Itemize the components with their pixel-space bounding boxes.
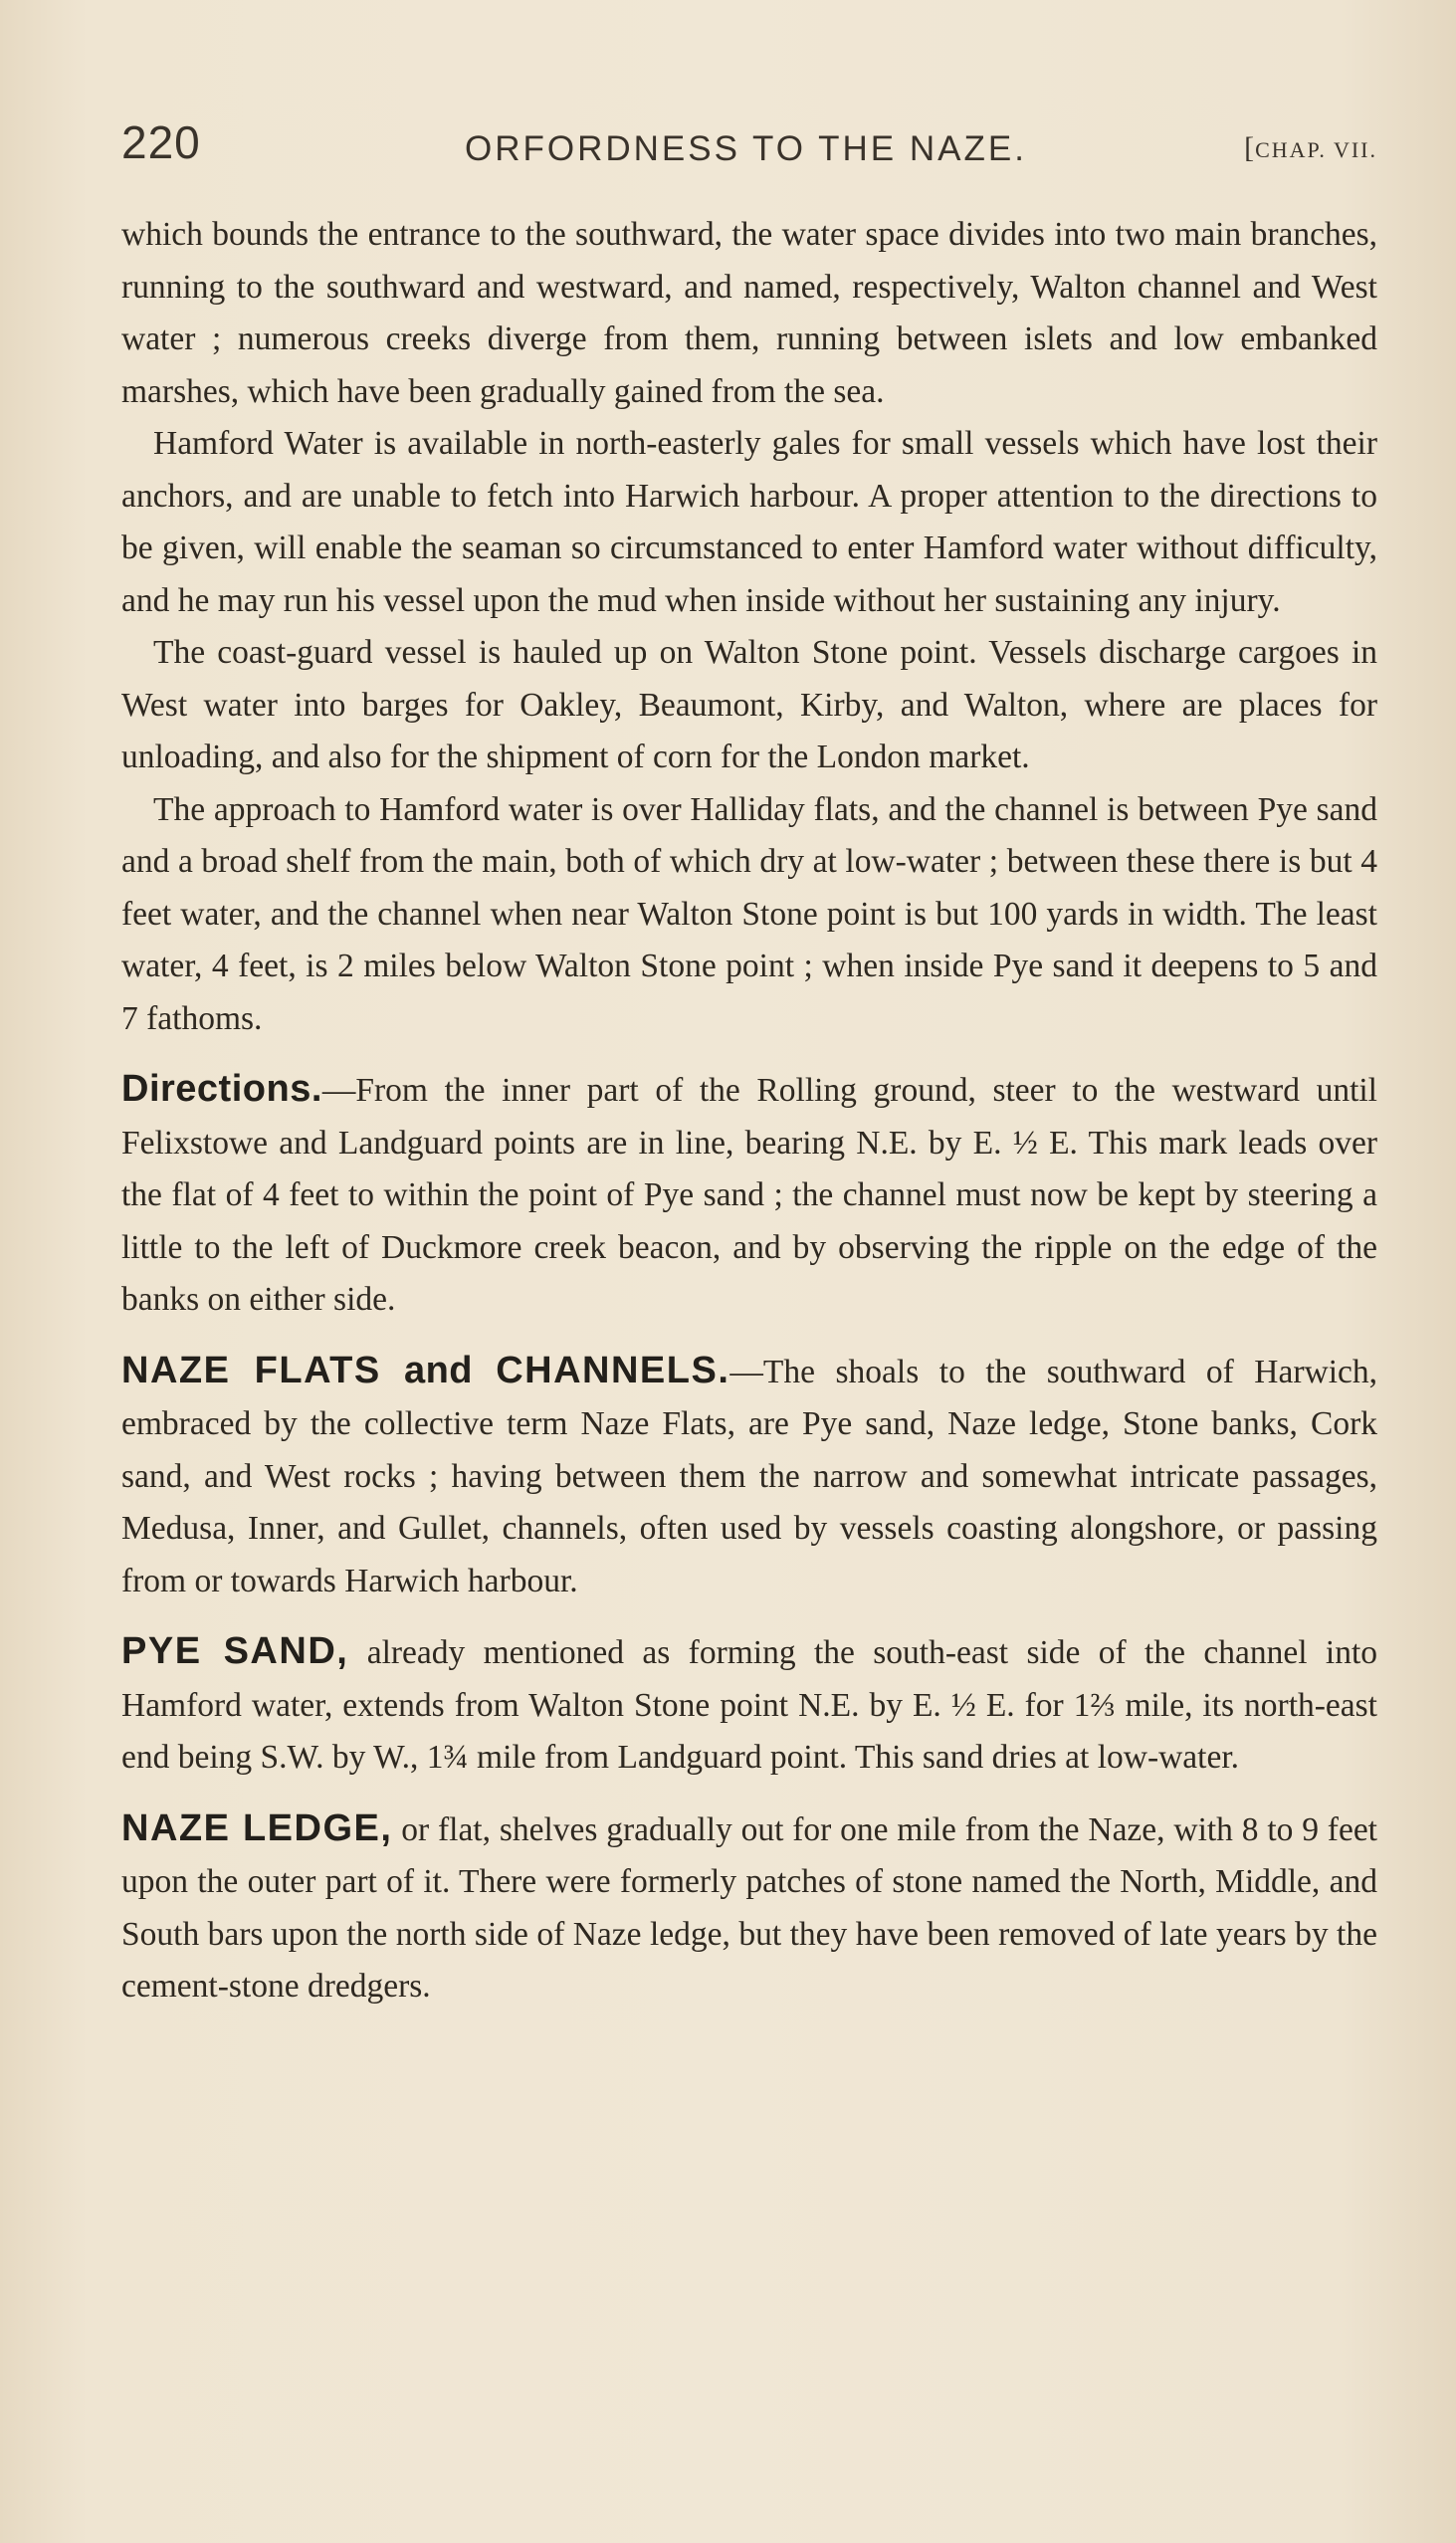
naze-flats-heading-channels: CHANNELS. [496, 1349, 730, 1391]
naze-flats-text: —The shoals to the southward of Harwich, embraced by the collective term Naze Flats, are Pye sand, Naze ledge, Stone banks, Cork sand, and West rocks ; having between them the narrow and somewhat intricate passages, Medusa, Inner, and Gullet, channels, often used by vessels coasting alongshore, or passing from or towards Harwich harbour. [121, 1353, 1377, 1599]
paragraph-hamford-channels: which bounds the entrance to the southward, the water space divides into two main branches, running to the southward and westward, and named, respectively, Walton channel and West water ; numerous creeks diverge from them, running between islets and low embanked marshes, which have been gradually gained from the sea. [121, 216, 1377, 410]
paragraph-hamford-gales: Hamford Water is available in north-easterly gales for small vessels which have lost their anchors, and are unable to fetch into Harwich harbour. A proper attention to the directions to be given, will enable the seaman so circumstanced to enter Hamford water without difficulty, and he may run his vessel upon the mud when inside without her sustaining any injury. [121, 425, 1377, 619]
directions-text: —From the inner part of the Rolling ground, steer to the westward until Felixstowe and Landguard points are in line, bearing N.E. by E. ½ E. This mark leads over the flat of 4 feet to within the point of Pye sand ; the channel must now be kept by steering a little to the left of Duckmore creek beacon, and by observing the ripple on the edge of the banks on either side. [121, 1072, 1377, 1318]
running-title: ORFORDNESS TO THE NAZE. [465, 129, 1027, 168]
page-body [121, 209, 1377, 2013]
naze-flats-heading: NAZE FLATS [121, 1349, 381, 1391]
page-number: 220 [121, 116, 201, 168]
pye-sand-heading: PYE SAND, [121, 1630, 349, 1672]
naze-ledge-heading: NAZE LEDGE, [121, 1806, 393, 1849]
chapter-bracket: [ [1244, 131, 1256, 164]
chapter-reference [1244, 131, 1377, 165]
paragraph-coast-guard: The coast-guard vessel is hauled up on Walton Stone point. Vessels discharge cargoes in West water into barges for Oakley, Beaumont, Kirby, and Walton, where are places for unloading, and also for the shipment of corn for the London market. [121, 634, 1377, 775]
naze-flats-heading-and: and [380, 1349, 497, 1391]
page-header [121, 115, 1377, 185]
section-directions [121, 1063, 1377, 1327]
pye-sand-text: already mentioned as forming the south-east side of the channel into Hamford water, extends from Walton Stone point N.E. by E. ½ E. for 1⅔ mile, its north-east end being S.W. by W., 1¾ mile from Landguard point. This sand dries at low-water. [121, 1634, 1377, 1776]
paragraph-approach: The approach to Hamford water is over Halliday flats, and the channel is between Pye sand and a broad shelf from the main, both of which dry at low-water ; between these there is but 4 feet water, and the channel when near Walton Stone point is but 100 yards in width. The least water, 4 feet, is 2 miles below Walton Stone point ; when inside Pye sand it deepens to 5 and 7 fathoms. [121, 790, 1377, 1037]
directions-heading: Directions. [121, 1068, 322, 1110]
section-pye-sand [121, 1625, 1377, 1785]
section-naze-ledge [121, 1802, 1377, 2013]
section-naze-flats [121, 1345, 1377, 1608]
chapter-label: CHAP. VII. [1255, 137, 1377, 162]
naze-ledge-text: or flat, shelves gradually out for one mile from the Naze, with 8 to 9 feet upon the outer part of it. There were formerly patches of stone named the North, Middle, and South bars upon the north side of Naze ledge, but they have been removed of late years by the cement-stone dredgers. [121, 1810, 1377, 2005]
